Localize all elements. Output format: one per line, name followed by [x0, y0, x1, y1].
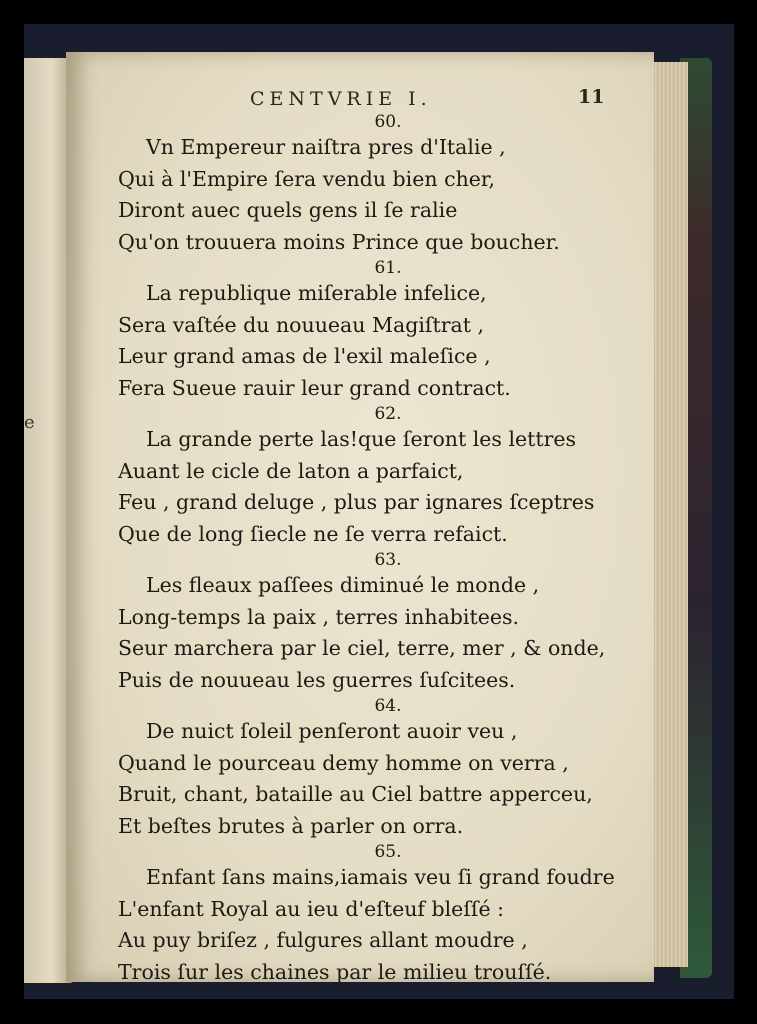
- quatrain: [118, 842, 618, 988]
- verse-line: Qu'on trouuera moins Prince que boucher.: [118, 229, 560, 254]
- verse-line: Fera Sueue rauir leur grand contract.: [118, 375, 511, 400]
- page-number: 11: [578, 86, 605, 108]
- verse-line: Qui à l'Empire ſera vendu bien cher,: [118, 166, 495, 191]
- verse-line: Enfant ſans mains,iamais veu ſi grand foudre: [146, 865, 615, 889]
- verse-line: Bruit, chant, bataille au Ciel battre apperceu,: [118, 782, 593, 806]
- verse-line: Au puy briſez , fulgures allant moudre ,: [118, 928, 528, 952]
- quatrain: [118, 696, 618, 842]
- quatrain-number: 62.: [374, 404, 402, 424]
- page-stack-edge: [648, 62, 688, 967]
- verse-line: Auant le cicle de laton a parfaict,: [118, 458, 464, 483]
- verse-line: Leur grand amas de l'exil maleſice ,: [118, 344, 491, 368]
- quatrain-list: [118, 112, 618, 988]
- verse-line: Trois ſur les chaines par le milieu trouſſé.: [118, 959, 552, 984]
- facing-page-text: e: [24, 412, 35, 433]
- verse-line: Que de long ſiecle ne ſe verra refaict.: [118, 521, 508, 546]
- quatrain-number: 61.: [374, 258, 402, 278]
- quatrain: [118, 404, 618, 550]
- verse-line: De nuict ſoleil penſeront auoir veu ,: [146, 719, 518, 743]
- quatrain-number: 63.: [374, 550, 402, 570]
- quatrain: [118, 258, 618, 404]
- quatrain-number: 60.: [374, 112, 402, 132]
- verse-line: Diront auec quels gens il ſe ralie: [118, 198, 458, 222]
- verse-line: Long-temps la paix , terres inhabitees.: [118, 604, 520, 629]
- quatrain: [118, 550, 618, 696]
- quatrain: [118, 112, 618, 258]
- quatrain-number: 64.: [374, 696, 402, 716]
- verse-line: Les fleaux paſſees diminué le monde ,: [146, 573, 540, 597]
- verse-line: Et beſtes brutes à parler on orra.: [118, 813, 464, 838]
- verse-line: Puis de nouueau les guerres ſuſcitees.: [118, 667, 516, 692]
- verse-line: L'enfant Royal au ieu d'eſteuf bleſſé :: [118, 896, 505, 921]
- verse-line: Sera vaſtée du nouueau Magiſtrat ,: [118, 312, 484, 337]
- verse-line: La republique miſerable infelice,: [146, 281, 487, 305]
- verse-line: Quand le pourceau demy homme on verra ,: [118, 750, 569, 775]
- verse-line: Feu , grand deluge , plus par ignares ſceptres: [118, 490, 595, 514]
- verse-line: Seur marchera par le ciel, terre, mer , & onde,: [118, 636, 606, 660]
- running-title: CENTVRIE I.: [250, 88, 432, 110]
- verse-line: La grande perte las!que ſeront les lettres: [146, 427, 577, 451]
- verse-line: Vn Empereur naiſtra pres d'Italie ,: [146, 135, 506, 159]
- quatrain-number: 65.: [374, 842, 402, 862]
- facing-page-edge: [24, 58, 72, 983]
